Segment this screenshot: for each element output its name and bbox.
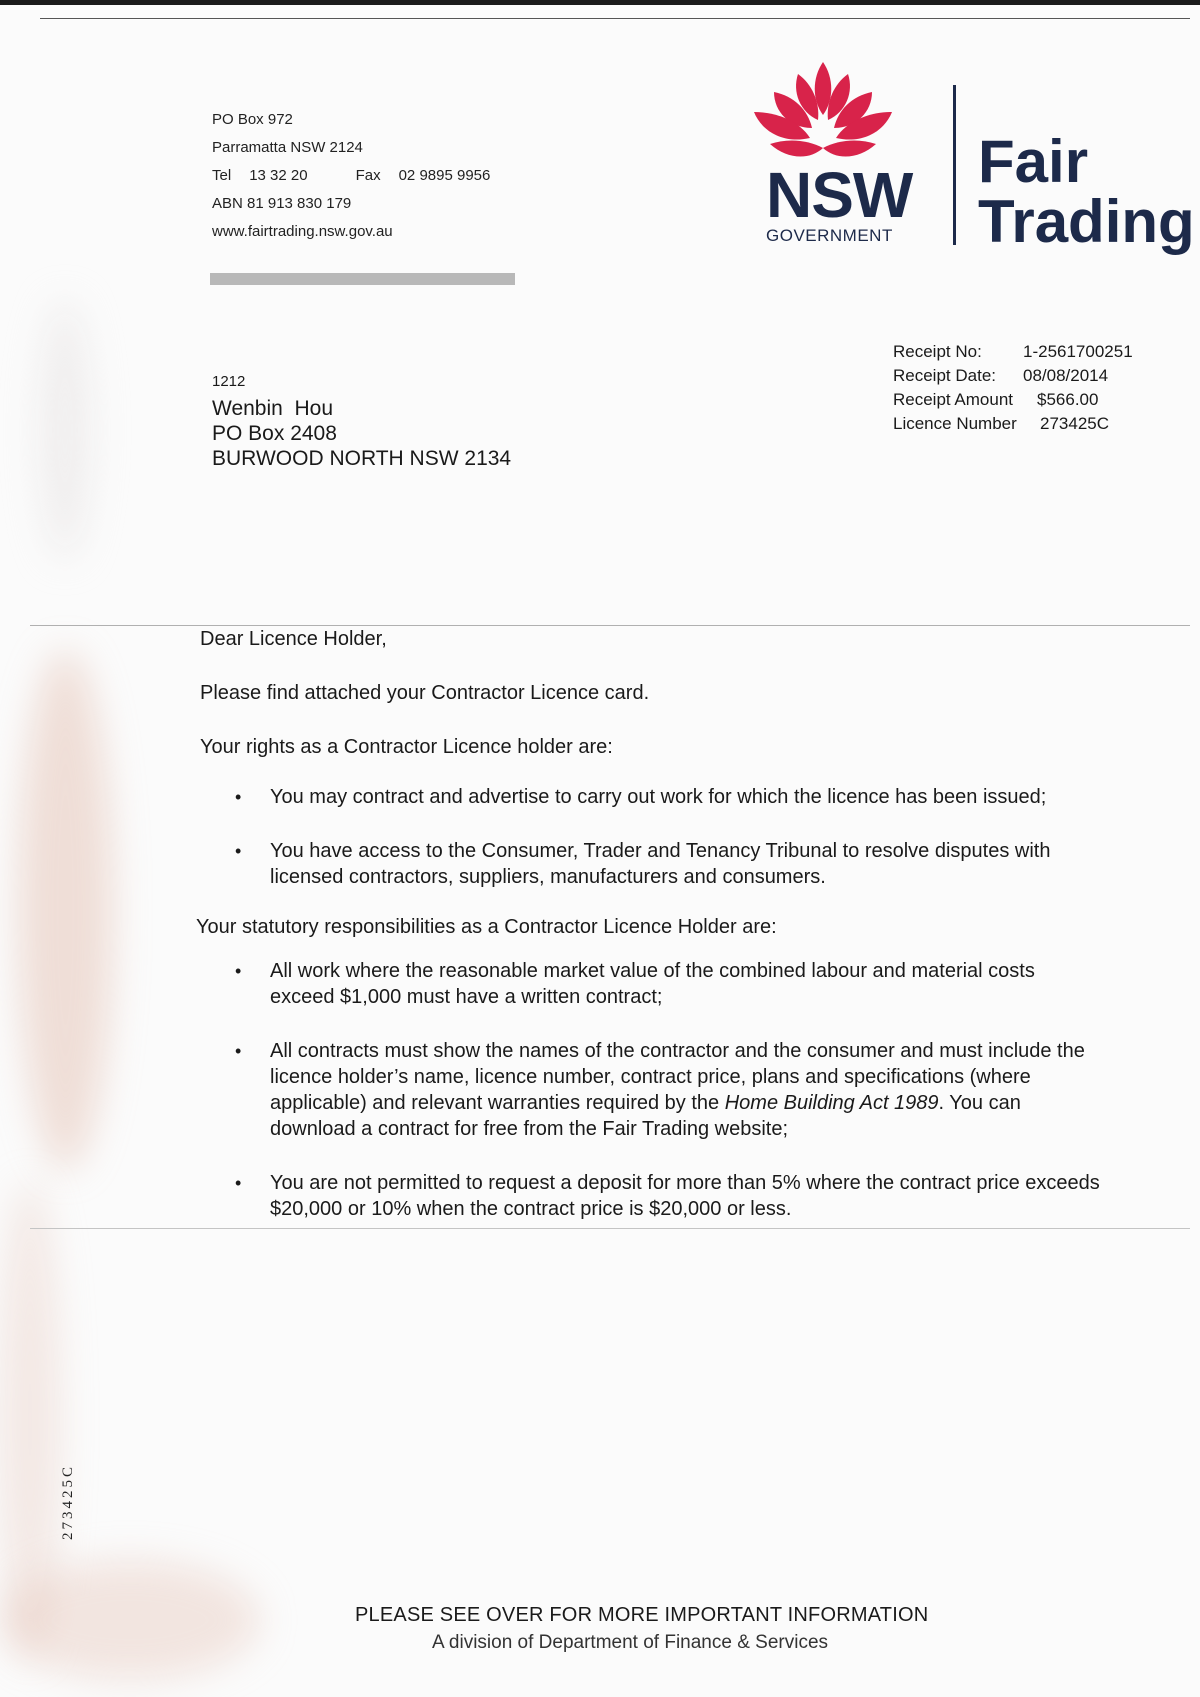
recipient-po-box: PO Box 2408 [212, 422, 337, 445]
right-1: You may contract and advertise to carry out work for which the licence has been issued; [270, 786, 1047, 808]
salutation: Dear Licence Holder, [200, 628, 387, 650]
responsibility-2-text: All contracts must show the names of the contractor and the consumer and must include the licence holder’s name, licence number, contract price, plans and specifications (where applicable) and relevant warranties required by the [270, 1040, 1085, 1114]
recipient-suburb: BURWOOD NORTH NSW 2134 [212, 447, 512, 470]
receipt-no-row [893, 340, 1133, 364]
sender-phone-fax [212, 162, 490, 190]
list-item [235, 838, 1100, 890]
logo-divider [953, 85, 956, 245]
footer-notice: PLEASE SEE OVER FOR MORE IMPORTANT INFORMATION [355, 1604, 929, 1626]
responsibilities-heading: Your statutory responsibilities as a Contractor Licence Holder are: [196, 916, 777, 938]
paper-stain [18, 650, 113, 1170]
scan-top-edge [0, 0, 1200, 5]
receipt-no-value: 1-2561700251 [1023, 342, 1133, 361]
nsw-fair-trading-logo [748, 60, 1196, 260]
sender-po-box: PO Box 972 [212, 111, 293, 128]
right-2: You have access to the Consumer, Trader and Tenancy Tribunal to resolve disputes with licensed contractors, suppliers, manufacturers and consumers. [270, 840, 1051, 888]
act-title: Home Building Act 1989 [724, 1092, 939, 1114]
licence-number-row [893, 412, 1133, 436]
tel-number: 13 32 20 [249, 167, 308, 184]
licence-number-value: 273425C [1040, 414, 1110, 433]
waratah-icon [748, 60, 898, 165]
fair-word: Fair [978, 128, 1089, 195]
list-item [235, 1038, 1100, 1142]
sender-abn: ABN 81 913 830 179 [212, 195, 352, 212]
recipient-name: Wenbin Hou [212, 397, 334, 420]
rights-heading: Your rights as a Contractor Licence holder are: [200, 736, 613, 758]
paper-stain [40, 300, 90, 560]
bullet: • [235, 841, 242, 861]
bullet: • [235, 1041, 242, 1061]
recipient-address [212, 373, 511, 471]
receipt-no-label: Receipt No: [893, 342, 982, 361]
receipt-amount-value: $566.00 [1037, 390, 1099, 409]
nsw-wordmark: NSW [766, 159, 913, 231]
side-licence-code: 273425C [60, 1463, 76, 1540]
receipt-details [893, 340, 1133, 436]
tel-label: Tel [212, 167, 232, 184]
receipt-date-value: 08/08/2014 [1023, 366, 1109, 385]
list-item [235, 784, 1100, 810]
bullet: • [235, 961, 242, 981]
bullet: • [235, 787, 242, 807]
footer-division: A division of Department of Finance & Services [432, 1632, 829, 1653]
receipt-amount-row [893, 388, 1133, 412]
fair-trading-wordmark [978, 128, 1195, 255]
fax-number: 02 9895 9956 [398, 167, 491, 184]
list-item [235, 958, 1100, 1010]
recipient-code: 1212 [212, 373, 246, 390]
licence-number-label: Licence Number [893, 414, 1017, 433]
sender-address [212, 106, 490, 246]
receipt-date-row [893, 364, 1133, 388]
receipt-date-label: Receipt Date: [893, 366, 996, 385]
top-rule [40, 18, 1190, 19]
fold-line [30, 1228, 1190, 1229]
government-wordmark: GOVERNMENT [766, 226, 893, 245]
bullet: • [235, 1173, 242, 1193]
letter-body [196, 626, 1100, 1222]
redaction-bar [210, 273, 515, 285]
list-item [235, 1170, 1100, 1222]
sender-website: www.fairtrading.nsw.gov.au [212, 223, 393, 240]
paper-stain [0, 1560, 260, 1680]
receipt-amount-label: Receipt Amount [893, 390, 1014, 409]
trading-word: Trading [978, 188, 1195, 255]
intro-paragraph: Please find attached your Contractor Licence card. [200, 682, 650, 704]
responsibility-2-end: . You can download a contract for free from the Fair Trading website; [270, 1092, 1021, 1140]
responsibility-1: All work where the reasonable market value of the combined labour and material costs exceed $1,000 must have a written contract; [270, 960, 1035, 1008]
fax-label: Fax [355, 167, 381, 184]
responsibility-3: You are not permitted to request a deposit for more than 5% where the contract price exceeds $20,000 or 10% when the contract price is $20,000 or less. [270, 1172, 1100, 1220]
responsibility-2 [270, 1038, 1100, 1142]
sender-city: Parramatta NSW 2124 [212, 139, 363, 156]
